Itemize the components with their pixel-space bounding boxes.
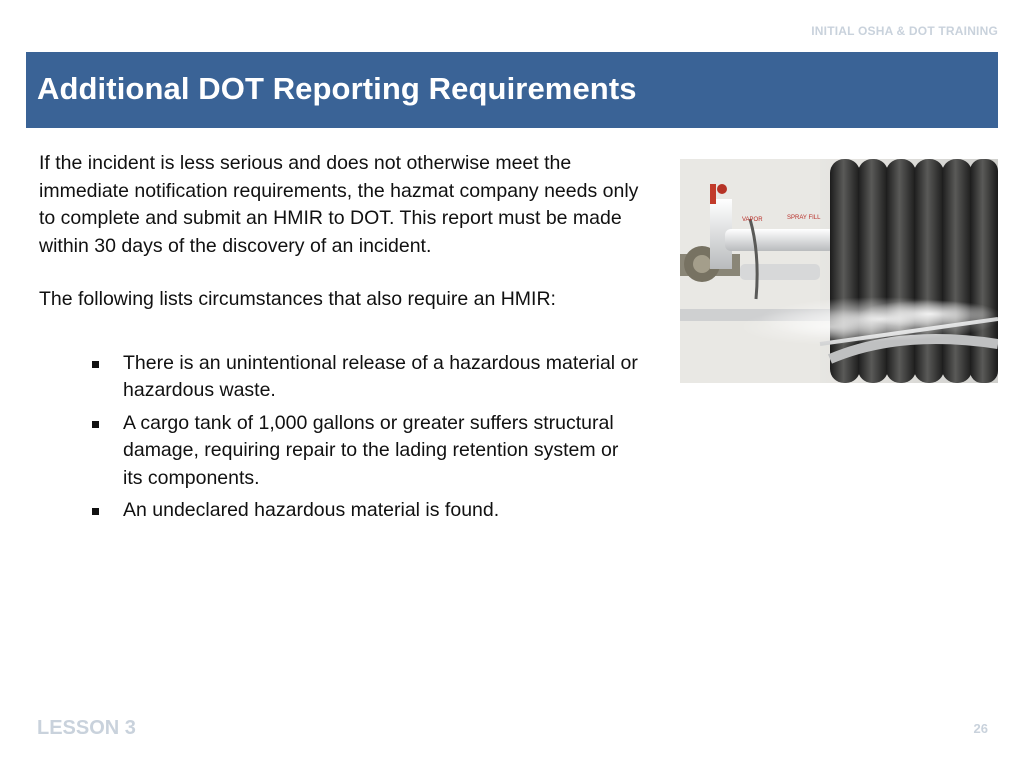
list-item-text: There is an unintentional release of a hazardous material or hazardous waste.	[123, 351, 638, 401]
page-number: 26	[973, 721, 988, 736]
hose-reel-photo	[680, 159, 998, 383]
list-item-text: A cargo tank of 1,000 gallons or greater suffers structural damage, requiring repair to the lading retention system or its components.	[123, 411, 619, 489]
square-bullet-icon	[92, 361, 99, 368]
slide-body	[39, 150, 639, 530]
square-bullet-icon	[92, 421, 99, 428]
list-item	[39, 350, 639, 405]
title-bar	[26, 52, 998, 128]
course-header-tag: INITIAL OSHA & DOT TRAINING	[811, 24, 998, 38]
valve-label-spray-fill: SPRAY FILL	[787, 215, 821, 221]
valve-label-vapor: VAPOR	[742, 217, 763, 223]
list-item	[39, 497, 639, 525]
list-item-text: An undeclared hazardous material is found.	[123, 499, 500, 521]
body-paragraph-1: If the incident is less serious and does not otherwise meet the immediate notification requirements, the hazmat company needs only to complete and submit an HMIR to DOT. This report must be made within 30 days of the discovery of an incident.	[39, 152, 639, 257]
circumstances-list	[39, 350, 639, 525]
slide-title: Additional DOT Reporting Requirements	[37, 71, 637, 106]
lesson-label: LESSON 3	[37, 717, 136, 739]
body-paragraph-2: The following lists circumstances that also require an HMIR:	[39, 288, 556, 310]
list-item	[39, 410, 639, 493]
square-bullet-icon	[92, 508, 99, 515]
hose-reel-illustration	[680, 159, 998, 383]
